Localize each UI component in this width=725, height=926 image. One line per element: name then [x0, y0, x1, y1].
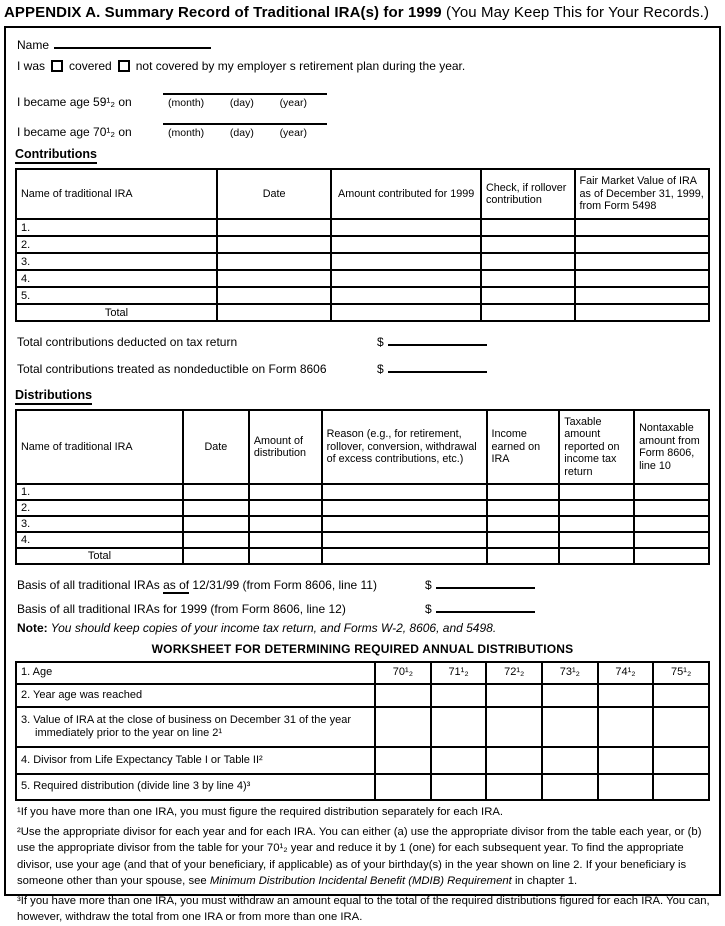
nondeductible-amount-line[interactable]: [388, 361, 487, 373]
col-header-rollover: Check, if rollover contribution: [481, 169, 575, 219]
table-row: [16, 270, 709, 287]
name-label: Name: [17, 38, 50, 52]
table-row: [16, 484, 709, 500]
empty-cell: [431, 707, 487, 747]
basis-1999-row: [17, 601, 710, 616]
empty-cell: [481, 236, 575, 253]
distributions-header-row: [16, 410, 709, 484]
col-header-date: Date: [183, 410, 249, 484]
deducted-label: Total contributions deducted on tax return: [17, 335, 238, 349]
empty-cell: [559, 500, 634, 516]
age-70-date-line[interactable]: [163, 112, 327, 125]
empty-cell: [487, 532, 560, 548]
empty-cell: [634, 516, 709, 532]
covered-label: covered: [69, 59, 112, 73]
worksheet-row-label: 3. Value of IRA at the close of business on December 31 of the year immediately prior to the year on line 2¹: [16, 707, 375, 747]
empty-cell: [481, 287, 575, 304]
age-col: 72¹₂: [486, 662, 542, 684]
col-header-fmv: Fair Market Value of IRA as of December 31, 1999, from Form 5498: [575, 169, 709, 219]
empty-cell: [653, 774, 709, 800]
age-59-date-labels: [163, 95, 315, 109]
empty-cell: [481, 253, 575, 270]
distributions-table: [15, 409, 710, 565]
title-normal: (You May Keep This for Your Records.): [446, 4, 710, 21]
empty-cell: [486, 684, 542, 707]
empty-cell: [653, 684, 709, 707]
empty-cell: [249, 516, 322, 532]
empty-cell: [486, 707, 542, 747]
empty-cell: [575, 219, 709, 236]
deducted-amount-line[interactable]: [388, 334, 487, 346]
empty-cell: [249, 548, 322, 564]
empty-cell: [431, 774, 487, 800]
empty-cell: [481, 219, 575, 236]
empty-cell: [322, 532, 487, 548]
empty-cell: [249, 500, 322, 516]
empty-cell: [331, 253, 481, 270]
empty-cell: [598, 707, 654, 747]
deducted-total-row: [17, 334, 710, 349]
age-col: 73¹₂: [542, 662, 598, 684]
col-header-amount: Amount of distribution: [249, 410, 322, 484]
coverage-row: [17, 59, 710, 73]
empty-cell: [183, 532, 249, 548]
empty-cell: [431, 747, 487, 774]
empty-cell: [217, 236, 331, 253]
empty-cell: [331, 219, 481, 236]
empty-cell: [217, 304, 331, 321]
worksheet-row-label: 4. Divisor from Life Expectancy Table I or Table II²: [16, 747, 375, 774]
table-row: [16, 219, 709, 236]
age-59-date-line[interactable]: [163, 82, 327, 95]
month-label: (month): [168, 127, 205, 139]
day-label: (day): [229, 97, 254, 109]
dollar-sign: $: [425, 602, 432, 616]
form-body: [4, 26, 721, 923]
empty-cell: [375, 684, 431, 707]
worksheet-row-label: 1. Age: [16, 662, 375, 684]
contributions-table: [15, 168, 710, 322]
title-bold: APPENDIX A. Summary Record of Traditional IRA(s) for 1999: [4, 4, 442, 21]
age-col: 74¹₂: [598, 662, 654, 684]
basis-asof-row: [17, 577, 710, 592]
row-number: 2.: [16, 236, 217, 253]
worksheet-divisor-row: [16, 747, 709, 774]
row-number: 1.: [16, 484, 183, 500]
empty-cell: [375, 747, 431, 774]
empty-cell: [322, 548, 487, 564]
basis-asof-label: Basis of all traditional IRAs as of 12/31/99 (from Form 8606, line 11): [17, 578, 377, 592]
worksheet-value-row: [16, 707, 709, 747]
note-label: Note:: [17, 621, 48, 635]
empty-cell: [575, 253, 709, 270]
total-label: Total: [16, 548, 183, 564]
empty-cell: [634, 500, 709, 516]
age-col: 75¹₂: [653, 662, 709, 684]
worksheet-required-row: [16, 774, 709, 800]
note-text: You should keep copies of your income tax return, and Forms W-2, 8606, and 5498.: [47, 621, 497, 635]
empty-cell: [542, 707, 598, 747]
name-input-line[interactable]: [54, 37, 211, 49]
empty-cell: [249, 532, 322, 548]
empty-cell: [217, 287, 331, 304]
empty-cell: [653, 747, 709, 774]
col-header-income: Income earned on IRA: [487, 410, 560, 484]
table-row: [16, 516, 709, 532]
col-header-name: Name of traditional IRA: [16, 410, 183, 484]
empty-cell: [217, 253, 331, 270]
age-59-label: I became age 59¹₂ on: [17, 95, 132, 109]
row-number: 1.: [16, 219, 217, 236]
note-row: [17, 621, 710, 635]
empty-cell: [487, 500, 560, 516]
table-row: [16, 500, 709, 516]
empty-cell: [331, 287, 481, 304]
empty-cell: [598, 747, 654, 774]
worksheet-table: [15, 661, 710, 801]
empty-cell: [322, 500, 487, 516]
day-label: (day): [229, 127, 254, 139]
empty-cell: [322, 516, 487, 532]
empty-cell: [575, 236, 709, 253]
year-label: (year): [279, 127, 307, 139]
empty-cell: [559, 484, 634, 500]
coverage-prefix: I was: [17, 59, 46, 73]
table-row: [16, 287, 709, 304]
row-number: 4.: [16, 532, 183, 548]
empty-cell: [249, 484, 322, 500]
dollar-sign: $: [377, 335, 384, 349]
dollar-sign: $: [425, 578, 432, 592]
row-number: 3.: [16, 253, 217, 270]
distributions-heading: Distributions: [15, 388, 710, 402]
empty-cell: [481, 304, 575, 321]
basis-1999-label: Basis of all traditional IRAs for 1999 (from Form 8606, line 12): [17, 602, 346, 616]
empty-cell: [634, 532, 709, 548]
age-70-row: [17, 112, 710, 139]
empty-cell: [487, 484, 560, 500]
age-70-date-labels: [163, 125, 315, 139]
empty-cell: [331, 236, 481, 253]
worksheet-row-label: 2. Year age was reached: [16, 684, 375, 707]
row-number: 4.: [16, 270, 217, 287]
age-70-label: I became age 70¹₂ on: [17, 125, 132, 139]
worksheet-year-row: [16, 684, 709, 707]
table-row: [16, 236, 709, 253]
empty-cell: [653, 707, 709, 747]
worksheet-row-label: 5. Required distribution (divide line 3 by line 4)³: [16, 774, 375, 800]
empty-cell: [487, 516, 560, 532]
basis-asof-amount-line[interactable]: [436, 577, 535, 589]
empty-cell: [634, 548, 709, 564]
row-number: 3.: [16, 516, 183, 532]
empty-cell: [486, 747, 542, 774]
basis-1999-amount-line[interactable]: [436, 601, 535, 613]
month-label: (month): [168, 97, 205, 109]
age-59-date-field: [163, 82, 327, 109]
empty-cell: [634, 484, 709, 500]
nondeductible-total-row: [17, 361, 710, 376]
empty-cell: [542, 774, 598, 800]
table-row: [16, 253, 709, 270]
total-label: Total: [16, 304, 217, 321]
empty-cell: [487, 548, 560, 564]
row-number: 5.: [16, 287, 217, 304]
empty-cell: [431, 684, 487, 707]
empty-cell: [322, 484, 487, 500]
col-header-nontaxable: Nontaxable amount from Form 8606, line 10: [634, 410, 709, 484]
worksheet-title: WORKSHEET FOR DETERMINING REQUIRED ANNUAL DISTRIBUTIONS: [151, 642, 574, 656]
col-header-name: Name of traditional IRA: [16, 169, 217, 219]
footnote-3: ³If you have more than one IRA, you must withdraw an amount equal to the total of the required distributions figured for each IRA. You can, however, withdraw the total from one IRA or from more than one IRA.: [17, 894, 710, 923]
empty-cell: [575, 304, 709, 321]
nondeductible-label: Total contributions treated as nondeductible on Form 8606: [17, 362, 327, 376]
empty-cell: [217, 219, 331, 236]
not-covered-label: not covered by my employer s retirement plan during the year.: [135, 59, 466, 73]
dollar-sign: $: [377, 362, 384, 376]
empty-cell: [331, 304, 481, 321]
empty-cell: [559, 548, 634, 564]
age-59-row: [17, 82, 710, 109]
age-col: 71¹₂: [431, 662, 487, 684]
empty-cell: [559, 516, 634, 532]
empty-cell: [375, 774, 431, 800]
col-header-amount: Amount contributed for 1999: [331, 169, 481, 219]
footnote-1: ¹If you have more than one IRA, you must figure the required distribution separately for each IRA.: [17, 806, 504, 818]
empty-cell: [375, 707, 431, 747]
contributions-header-row: [16, 169, 709, 219]
page-title: [4, 4, 721, 21]
total-row: [16, 304, 709, 321]
empty-cell: [542, 747, 598, 774]
empty-cell: [542, 684, 598, 707]
col-header-date: Date: [217, 169, 331, 219]
name-row: [17, 37, 710, 52]
empty-cell: [575, 270, 709, 287]
empty-cell: [559, 532, 634, 548]
col-header-taxable: Taxable amount reported on income tax return: [559, 410, 634, 484]
empty-cell: [598, 774, 654, 800]
total-row: [16, 548, 709, 564]
covered-checkbox[interactable]: [51, 60, 63, 72]
age-col: 70¹₂: [375, 662, 431, 684]
empty-cell: [331, 270, 481, 287]
empty-cell: [481, 270, 575, 287]
empty-cell: [183, 484, 249, 500]
row-number: 2.: [16, 500, 183, 516]
contributions-heading: Contributions: [15, 147, 710, 161]
col-header-reason: Reason (e.g., for retirement, rollover, conversion, withdrawal of excess contributions, etc.): [322, 410, 487, 484]
footnote-2: ²Use the appropriate divisor for each year and for each IRA. You can either (a) use the appropriate divisor from the table each year, or (b) use the appropriate divisor from the table for your 70¹₂ year and reduce it by 1 (one) for each subsequent year. To find the appropriate divisor, use your age (and that of your beneficiary, if applicable) as of your birthday(s) in the year shown on line 2. If your beneficiary is someone other than your spouse, see Minimum Distribution Incidental Benefit (MDIB) Requirement in chapter 1.: [17, 825, 702, 887]
empty-cell: [183, 500, 249, 516]
empty-cell: [598, 684, 654, 707]
year-label: (year): [279, 97, 307, 109]
empty-cell: [217, 270, 331, 287]
not-covered-checkbox[interactable]: [118, 60, 130, 72]
table-row: [16, 532, 709, 548]
empty-cell: [575, 287, 709, 304]
empty-cell: [183, 516, 249, 532]
age-70-date-field: [163, 112, 327, 139]
empty-cell: [486, 774, 542, 800]
empty-cell: [183, 548, 249, 564]
worksheet-age-row: [16, 662, 709, 684]
